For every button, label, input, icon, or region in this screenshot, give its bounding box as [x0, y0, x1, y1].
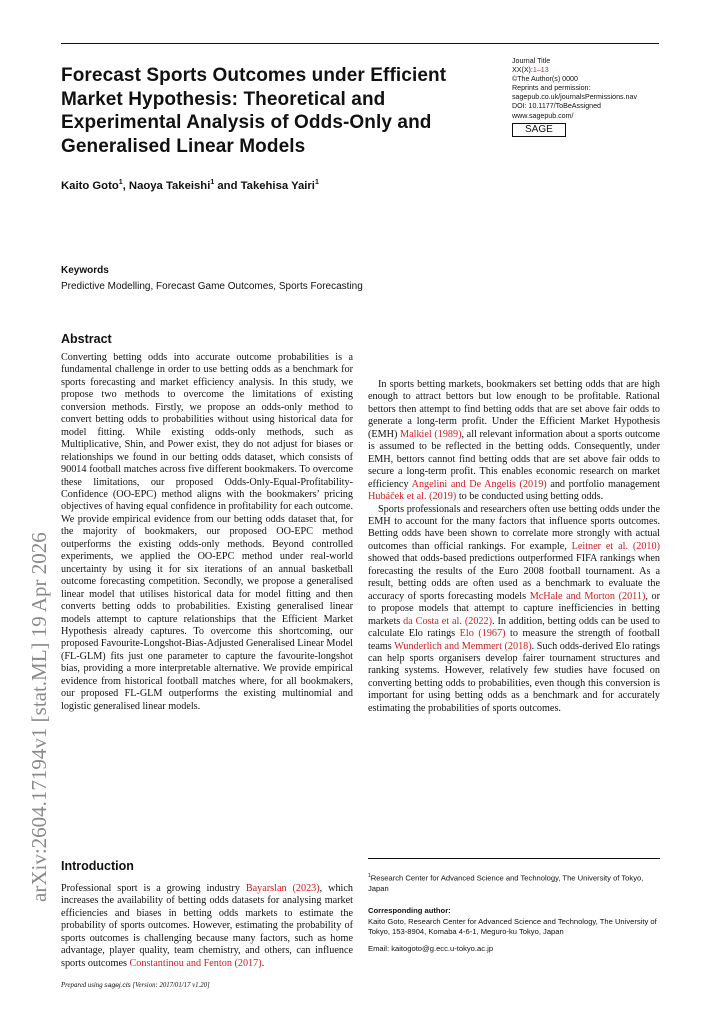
citation-link[interactable]: Constantinou and Fenton — [129, 957, 232, 969]
author-affil-mark: 1 — [118, 179, 123, 186]
citation-year-link[interactable]: (2019) — [429, 491, 457, 503]
corresponding-email: Email: kaitogoto@g.ecc.u-tokyo.ac.jp — [368, 944, 494, 953]
intro-text: , or to propose models that attempt to capture inefficiencies in betting markets — [368, 590, 661, 627]
citation-year-link[interactable]: (2010) — [632, 540, 661, 552]
author-separator: and — [214, 179, 241, 192]
citation-year-link[interactable]: (2023) — [292, 883, 320, 894]
citation-year-link[interactable]: (2017) — [234, 957, 262, 969]
volume-prefix: XX(X): — [512, 66, 533, 75]
citation-link[interactable]: Angelini and De Angelis — [411, 478, 516, 490]
author-list — [61, 179, 491, 192]
reprints-url: sagepub.co.uk/journalsPermissions.nav — [512, 93, 637, 102]
footer-cls: sagej.cls — [104, 982, 131, 989]
author-name: Kaito Goto — [61, 179, 119, 192]
paper-title: Forecast Sports Outcomes under Efficient Market Hypothesis: Theoretical and Experimental Analysis of Odds-Only and Generalised Linear Models — [61, 65, 447, 157]
copyright: ©The Author(s) 0000 — [512, 75, 578, 84]
affiliation-footnote — [368, 871, 664, 894]
intro-text: . In addition, betting odds can be used to calculate Elo ratings — [368, 615, 661, 640]
author-affil-mark: 1 — [210, 179, 215, 186]
intro-paragraphs-2-3 — [368, 379, 660, 715]
citation-year-link[interactable]: (1967) — [478, 628, 506, 640]
intro-text: to measure the strength of football teams — [368, 628, 660, 652]
intro-text: . Such odds-derived Elo ratings can help sports organisers develop fairer tournament structures and ranking systems. However, relatively few studies have focused on converting betting odds to probabilities, even though this conversion is important for using betting odds as a benchmark and for accurately estimating the probabilities of sports outcomes. — [368, 640, 660, 714]
intro-text: In sports betting markets, bookmakers set betting odds that are high enough to attract bettors but low enough to be profitable. Rational bettors then attempt to find betting odds that are set above fair odds to generate a long-term profit. Under the Efficient Market Hypothesis (EMH) — [368, 379, 660, 440]
right-column — [368, 296, 660, 333]
citation-year-link[interactable]: (2018) — [504, 640, 532, 652]
abstract-paragraph: Converting betting odds into accurate outcome probabilities is a fundamental challenge in order to use betting odds as a benchmark for sports forecasting and market efficiency analysis. In this study, we propose two methods to overcome the limitations of existing conversion methods. Firstly, we propose an odds-only method to convert betting odds to probabilities without using historical data for model fitting. While existing odds-only methods, such as Multiplicative, Shin, and Power exist, they do not adjust for biases or relationships we found in our betting odds dataset, which consists of 90014 football matches across five different bookmakers. To overcome these limitations, our proposed Odds-Only-Equal-Profitability-Confidence (OO-EPC) method aligns with the bookmakers’ pricing objectives of having equal confidence in profitability for each outcome. We provide empirical evidence from our betting odds dataset that, for the majority of bookmakers, our proposed OO-EPC method outperforms the existing odds-only methods. Beyond controlled experiments, we applied the OO-EPC method under real-world uncertainty by using it for six iterations of an annual basketball outcome forecasting competition. Secondly, we propose a generalised linear model that utilises historical data for model fitting and then converts betting odds to probabilities. Existing generalised linear models attempt to capture relationships that the Efficient Market Hypothesis already captures. To overcome this shortcoming, our proposed Favourite-Longshot-Bias-Adjusted Generalised Linear Model (FL-GLM) fits just one parameter to capture the favourite-longshot bias, providing a more interpretable alternative. We provide empirical evidence from historical football matches where, for all bookmakers, our proposed FL-GLM outperforms the existing multinomial and logistic generalised linear models. — [61, 352, 353, 712]
intro-text: showed that odds-based predictions outperformed FIFA rankings when forecasting the results of the Euro 2008 football tournament. As a result, betting odds are often used as a benchmark to evaluate the accuracy of sports forecasting models — [368, 553, 660, 602]
page-footer — [61, 982, 210, 989]
journal-volume — [512, 66, 672, 75]
citation-link[interactable]: Leitner et al. — [571, 540, 628, 552]
citation-link[interactable]: Wunderlich and Memmert — [394, 640, 502, 652]
column-continuation-spacer — [368, 296, 660, 333]
abstract-heading: Abstract — [61, 332, 112, 346]
intro-text: Professional sport is a growing industry — [61, 883, 246, 894]
footnote-rule — [368, 858, 660, 859]
intro-text: and portfolio management — [546, 478, 660, 490]
footer-prefix: Prepared using — [61, 982, 105, 989]
arxiv-stamp: arXiv:2604.17194v1 [stat.ML] 19 Apr 2026 — [27, 532, 51, 902]
citation-link[interactable]: McHale and Morton — [529, 590, 615, 602]
doi: DOI: 10.1177/ToBeAssigned — [512, 102, 601, 111]
corresponding-label: Corresponding author: — [368, 906, 451, 915]
intro-text: Sports professionals and researchers often use betting odds under the EMH to account for the many factors that influence sports outcomes. Betting odds have been shown to correlate more strongly with actual outcomes than official rankings. For example, — [368, 503, 660, 552]
corresponding-address: Kaito Goto, Research Center for Advanced Science and Technology, The University of Tokyo, 153-8904, Komaba 4-6-1, Meguro-ku Tokyo, Japan — [368, 917, 657, 936]
affiliation-text: Research Center for Advanced Science and Technology, The University of Tokyo, Japan — [368, 873, 644, 893]
citation-year-link[interactable]: (2011) — [618, 590, 646, 602]
header-rule — [61, 43, 659, 44]
affil-mark: 1 — [368, 873, 371, 879]
abstract-body — [61, 352, 353, 713]
keywords-text: Predictive Modelling, Forecast Game Outcomes, Sports Forecasting — [61, 281, 363, 292]
citation-link[interactable]: da Costa et al. — [403, 615, 462, 627]
citation-year-link[interactable]: (1989) — [434, 428, 462, 440]
intro-paragraph-1 — [61, 883, 353, 970]
journal-title: Journal Title — [512, 57, 551, 65]
citation-link[interactable]: Hubáček et al. — [368, 491, 427, 503]
author-separator: , — [122, 179, 129, 192]
citation-link[interactable]: Bayarslan — [245, 883, 287, 894]
sage-logo: SAGE — [512, 123, 566, 137]
page-range-link[interactable]: 1–13 — [532, 66, 549, 75]
citation-year-link[interactable]: (2019) — [519, 478, 547, 490]
citation-link[interactable]: Malkiel — [400, 428, 432, 440]
citation-year-link[interactable]: (2022) — [464, 615, 492, 627]
journal-info — [512, 57, 672, 137]
website: www.sagepub.com/ — [512, 111, 574, 120]
intro-text: . — [261, 957, 265, 969]
reprints-label: Reprints and permission: — [512, 84, 591, 93]
keywords-heading: Keywords — [61, 265, 109, 276]
author-affil-mark: 1 — [314, 179, 319, 186]
intro-text: to be conducted using betting odds. — [456, 491, 604, 503]
author-name: Takehisa Yairi — [240, 179, 315, 192]
author-name: Naoya Takeishi — [128, 179, 211, 192]
footer-version: [Version: 2017/01/17 v1.20] — [130, 982, 210, 989]
intro-text: , which increases the availability of betting odds datasets for analysing market efficiencies and biases in betting odds markets to estimate the probability of sports outcomes. However, estimating the probability of sports outcomes is challenging because many factors, such as home advantage, player quality, team chemistry, and others, can influence sports outcomes — [61, 883, 354, 969]
intro-text: , all relevant information about a sports outcome is assumed to be reflected in the betting odds. Consequently, under EMH, bettors cannot find betting odds that are set above fair odds to secure a long-term profit. This enables economic research on market efficiency — [368, 428, 660, 490]
introduction-heading: Introduction — [61, 859, 134, 873]
citation-link[interactable]: Elo — [459, 628, 474, 640]
